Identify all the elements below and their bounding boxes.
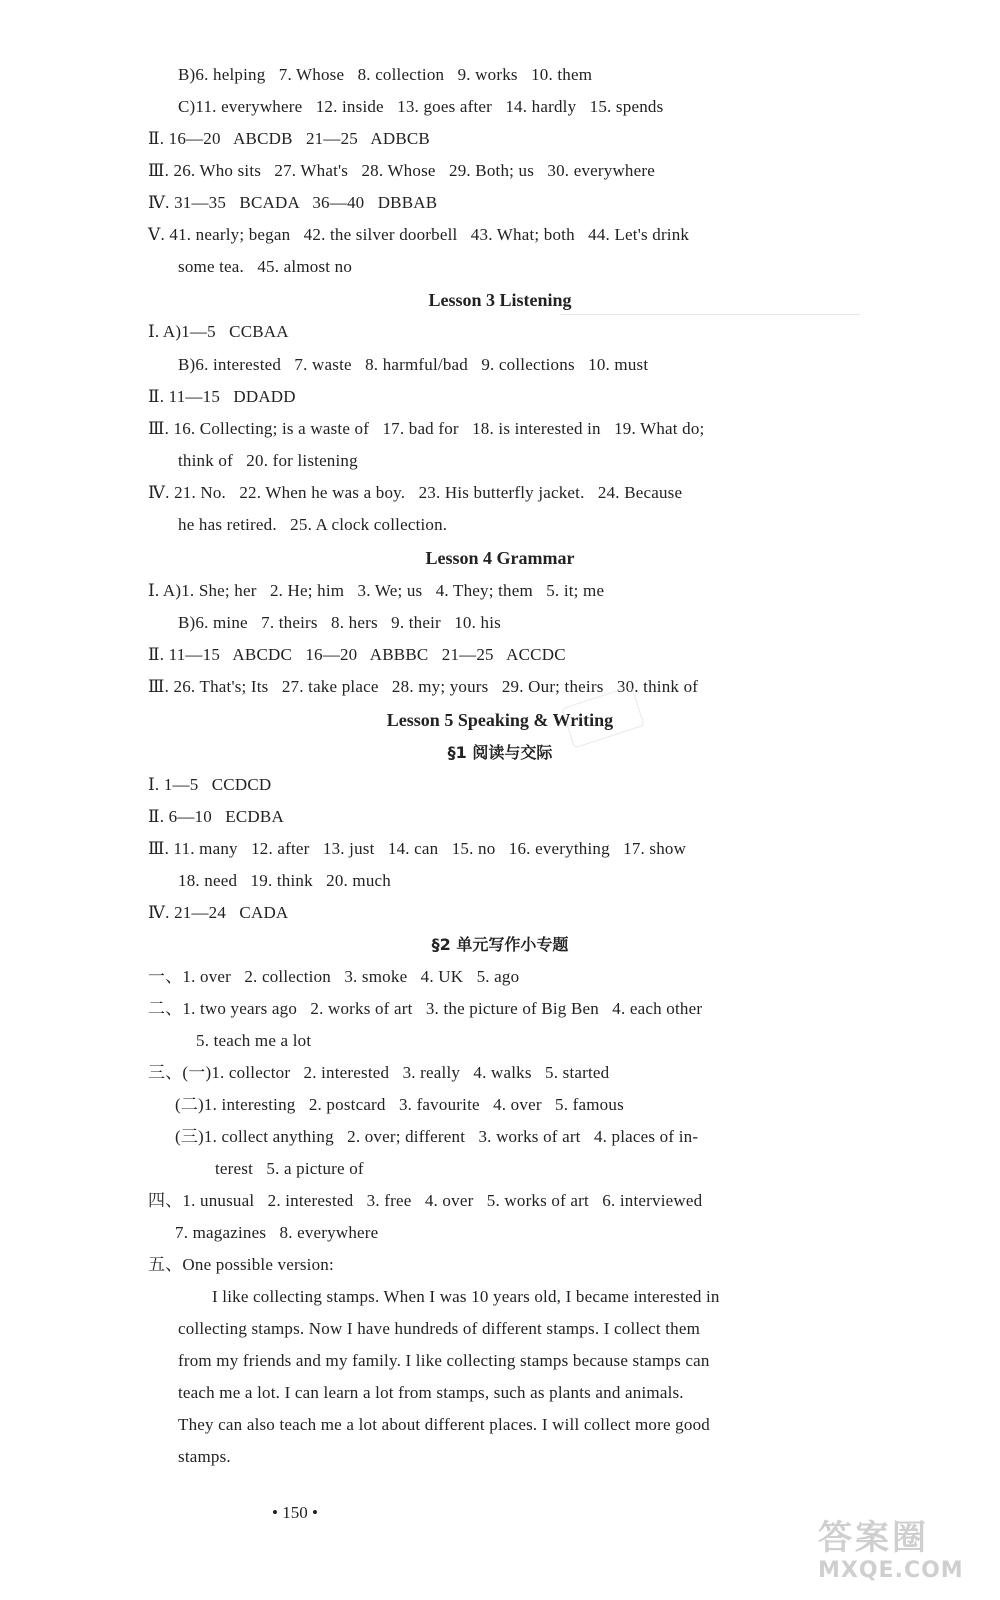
answer-line: (三)1. collect anything 2. over; different 3. works of art 4. places of in- <box>175 1127 699 1146</box>
answer-line: Ⅰ. 1—5 CCDCD <box>148 775 272 794</box>
lesson-3-heading: Lesson 3 Listening <box>428 290 572 310</box>
answer-line: Ⅲ. 11. many 12. after 13. just 14. can 15. no 16. everything 17. show <box>148 839 687 858</box>
answer-line: (二)1. interesting 2. postcard 3. favourite 4. over 5. famous <box>175 1095 624 1114</box>
watermark-bottom: MXQE.COM <box>818 1558 964 1583</box>
answer-line: Ⅲ. 26. That's; Its 27. take place 28. my; yours 29. Our; theirs 30. think of <box>148 677 699 696</box>
page-number: • 150 • <box>272 1503 318 1522</box>
answer-line: B)6. helping 7. Whose 8. collection 9. works 10. them <box>178 65 593 84</box>
section-1-heading: §1 阅读与交际 <box>447 743 553 762</box>
lesson-5-heading: Lesson 5 Speaking & Writing <box>386 710 614 730</box>
essay-line: stamps. <box>178 1447 231 1466</box>
answer-line: B)6. mine 7. theirs 8. hers 9. their 10. his <box>178 613 501 632</box>
essay-line: I like collecting stamps. When I was 10 years old, I became interested in <box>212 1287 720 1306</box>
watermark-top: 答案圈 <box>818 1518 929 1558</box>
answer-line: Ⅳ. 21. No. 22. When he was a boy. 23. His butterfly jacket. 24. Because <box>148 483 683 502</box>
essay-line: teach me a lot. I can learn a lot from stamps, such as plants and animals. <box>178 1383 684 1402</box>
section-2-heading: §2 单元写作小专题 <box>431 935 569 954</box>
answer-line: Ⅲ. 16. Collecting; is a waste of 17. bad for 18. is interested in 19. What do; <box>148 419 705 438</box>
lesson-4-heading: Lesson 4 Grammar <box>425 548 575 568</box>
answer-line: 四、1. unusual 2. interested 3. free 4. over 5. works of art 6. interviewed <box>148 1191 703 1210</box>
answer-line: Ⅱ. 16—20 ABCDB 21—25 ADBCB <box>148 129 430 148</box>
answer-line: he has retired. 25. A clock collection. <box>178 515 448 534</box>
answer-line: Ⅳ. 21—24 CADA <box>148 903 289 922</box>
answer-line: C)11. everywhere 12. inside 13. goes after 14. hardly 15. spends <box>178 97 664 116</box>
answer-line: Ⅱ. 11—15 ABCDC 16—20 ABBBC 21—25 ACCDC <box>148 645 566 664</box>
answer-line: B)6. interested 7. waste 8. harmful/bad 9. collections 10. must <box>178 355 649 374</box>
answer-line: 7. magazines 8. everywhere <box>175 1223 379 1242</box>
answer-line: Ⅱ. 6—10 ECDBA <box>148 807 284 826</box>
answer-line: think of 20. for listening <box>178 451 358 470</box>
answer-line: 五、One possible version: <box>148 1255 334 1274</box>
essay-line: collecting stamps. Now I have hundreds of different stamps. I collect them <box>178 1319 700 1338</box>
answer-line: Ⅲ. 26. Who sits 27. What's 28. Whose 29. Both; us 30. everywhere <box>148 161 655 180</box>
answer-line: 三、(一)1. collector 2. interested 3. really 4. walks 5. started <box>148 1063 610 1082</box>
answer-line: 二、1. two years ago 2. works of art 3. the picture of Big Ben 4. each other <box>148 999 703 1018</box>
answer-line: Ⅰ. A)1. She; her 2. He; him 3. We; us 4. They; them 5. it; me <box>148 581 605 600</box>
answer-line: some tea. 45. almost no <box>178 257 353 276</box>
answer-line: 一、1. over 2. collection 3. smoke 4. UK 5. ago <box>148 967 520 986</box>
answer-line: Ⅳ. 31—35 BCADA 36—40 DBBAB <box>148 193 438 212</box>
answer-line: Ⅴ. 41. nearly; began 42. the silver doorbell 43. What; both 44. Let's drink <box>148 225 690 244</box>
watermark-logo <box>818 1518 978 1590</box>
answer-line: 18. need 19. think 20. much <box>178 871 392 890</box>
answer-line: 5. teach me a lot <box>196 1031 312 1050</box>
answer-line: terest 5. a picture of <box>215 1159 364 1178</box>
answer-line: Ⅱ. 11—15 DDADD <box>148 387 296 406</box>
essay-line: from my friends and my family. I like collecting stamps because stamps can <box>178 1351 710 1370</box>
answer-line: Ⅰ. A)1—5 CCBAA <box>148 322 289 341</box>
divider <box>560 314 860 315</box>
essay-line: They can also teach me a lot about different places. I will collect more good <box>178 1415 710 1434</box>
